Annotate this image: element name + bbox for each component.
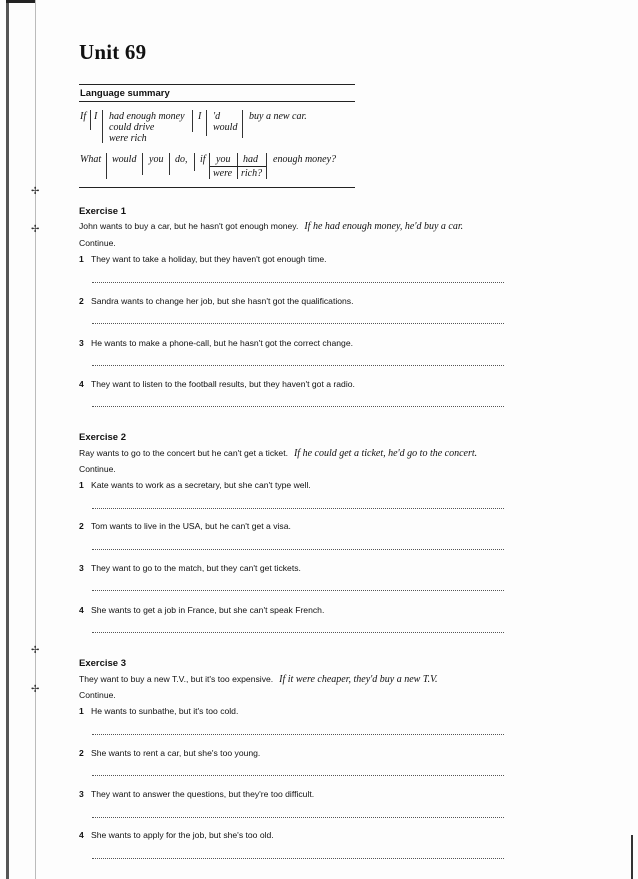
exercise-1-continue: Continue. — [79, 238, 116, 248]
summary-subject-2: I — [198, 111, 202, 122]
item-text: They want to go to the match, but they can't get tickets. — [91, 563, 301, 573]
divider — [169, 153, 170, 175]
item-number: 1 — [79, 254, 84, 264]
answer-line[interactable] — [92, 775, 504, 776]
exercise-2-item-3 — [79, 563, 301, 573]
answer-line[interactable] — [92, 632, 504, 633]
summary-were: were — [213, 168, 233, 179]
summary-modal: would — [213, 122, 238, 133]
example-answer: If it were cheaper, they'd buy a new T.V. — [279, 674, 438, 685]
summary-modal: 'd — [213, 111, 221, 122]
example-answer: If he could get a ticket, he'd go to the concert. — [293, 448, 478, 459]
summary-bottom-rule — [79, 187, 355, 188]
summary-label-rule — [79, 101, 355, 102]
prompt-text: Ray wants to go to the concert but he can't get a ticket. — [79, 448, 288, 458]
margin-mark-icon: ✢ — [31, 684, 40, 695]
summary-option: could drive — [109, 122, 155, 133]
item-number: 2 — [79, 296, 84, 306]
item-number: 4 — [79, 379, 84, 389]
item-number: 1 — [79, 706, 84, 716]
answer-line[interactable] — [92, 590, 504, 591]
summary-rich: rich? — [241, 168, 263, 179]
margin-mark-icon: ✢ — [31, 186, 40, 197]
answer-line[interactable] — [92, 282, 504, 283]
exercise-2-prompt — [79, 448, 477, 459]
summary-top-rule — [79, 84, 355, 85]
exercise-3-item-4 — [79, 830, 274, 840]
exercise-3-prompt — [79, 674, 437, 685]
summary-option: had enough money — [109, 111, 185, 122]
item-text: They want to listen to the football results, but they haven't got a radio. — [91, 379, 355, 389]
item-number: 3 — [79, 563, 84, 573]
summary-if-2: if — [200, 154, 206, 165]
summary-had: had — [243, 154, 258, 165]
answer-line[interactable] — [92, 858, 504, 859]
answer-line[interactable] — [92, 549, 504, 550]
item-number: 2 — [79, 521, 84, 531]
exercise-2-heading: Exercise 2 — [79, 432, 127, 443]
item-number: 4 — [79, 605, 84, 615]
divider — [242, 110, 243, 138]
item-number: 4 — [79, 830, 84, 840]
item-text: They want to answer the questions, but they're too difficult. — [91, 789, 315, 799]
item-text: He wants to make a phone-call, but he hasn't got the correct change. — [91, 338, 353, 348]
binding-margin-corner — [6, 0, 36, 3]
item-text: Sandra wants to change her job, but she hasn't got the qualifications. — [91, 296, 354, 306]
item-text: They want to take a holiday, but they haven't got enough time. — [91, 254, 327, 264]
answer-line[interactable] — [92, 817, 504, 818]
summary-what: What — [80, 154, 102, 165]
summary-if: If — [80, 111, 87, 122]
answer-line[interactable] — [92, 406, 504, 407]
exercise-3-continue: Continue. — [79, 690, 116, 700]
prompt-text: They want to buy a new T.V., but it's too expensive. — [79, 674, 274, 684]
exercise-1-item-2 — [79, 296, 354, 306]
page-title: Unit 69 — [79, 40, 147, 64]
exercise-2-item-2 — [79, 521, 291, 531]
binding-margin-hairline — [35, 0, 36, 879]
item-text: Kate wants to work as a secretary, but she can't type well. — [91, 480, 311, 490]
exercise-1-prompt — [79, 221, 463, 232]
answer-line[interactable] — [92, 508, 504, 509]
summary-do: do, — [175, 154, 188, 165]
item-text: She wants to get a job in France, but she can't speak French. — [91, 605, 325, 615]
summary-you-2: you — [216, 154, 231, 165]
exercise-2-item-1 — [79, 480, 311, 490]
divider — [206, 110, 207, 136]
exercise-2-continue: Continue. — [79, 464, 116, 474]
item-number: 1 — [79, 480, 84, 490]
summary-inner-rule — [210, 166, 266, 167]
item-number: 2 — [79, 748, 84, 758]
divider — [102, 110, 103, 143]
item-number: 3 — [79, 338, 84, 348]
exercise-2-item-4 — [79, 605, 324, 615]
item-number: 3 — [79, 789, 84, 799]
exercise-3-item-3 — [79, 789, 314, 799]
item-text: She wants to apply for the job, but she's too old. — [91, 830, 274, 840]
summary-option: were rich — [109, 133, 147, 144]
summary-result: buy a new car. — [249, 111, 307, 122]
item-text: He wants to sunbathe, but it's too cold. — [91, 706, 239, 716]
margin-mark-icon: ✢ — [31, 224, 40, 235]
summary-label: Language summary — [80, 88, 170, 99]
summary-money: enough money? — [273, 154, 337, 165]
summary-subject: I — [94, 111, 98, 122]
right-edge-line — [631, 835, 633, 879]
divider — [194, 153, 195, 171]
answer-line[interactable] — [92, 323, 504, 324]
exercise-3-item-2 — [79, 748, 260, 758]
exercise-3-item-1 — [79, 706, 238, 716]
exercise-1-item-3 — [79, 338, 353, 348]
divider — [90, 110, 91, 130]
item-text: She wants to rent a car, but she's too young. — [91, 748, 261, 758]
exercise-1-heading: Exercise 1 — [79, 206, 127, 217]
binding-margin-line — [6, 0, 9, 879]
example-answer: If he had enough money, he'd buy a car. — [304, 221, 464, 232]
divider — [266, 153, 267, 179]
divider — [142, 153, 143, 175]
summary-would: would — [112, 154, 137, 165]
item-text: Tom wants to live in the USA, but he can't get a visa. — [91, 521, 291, 531]
margin-mark-icon: ✢ — [31, 645, 40, 656]
answer-line[interactable] — [92, 365, 504, 366]
divider — [106, 153, 107, 179]
divider — [192, 110, 193, 132]
exercise-1-item-1 — [79, 254, 327, 264]
exercise-3-heading: Exercise 3 — [79, 658, 127, 669]
answer-line[interactable] — [92, 734, 504, 735]
summary-you: you — [149, 154, 164, 165]
prompt-text: John wants to buy a car, but he hasn't got enough money. — [79, 221, 299, 231]
exercise-1-item-4 — [79, 379, 355, 389]
